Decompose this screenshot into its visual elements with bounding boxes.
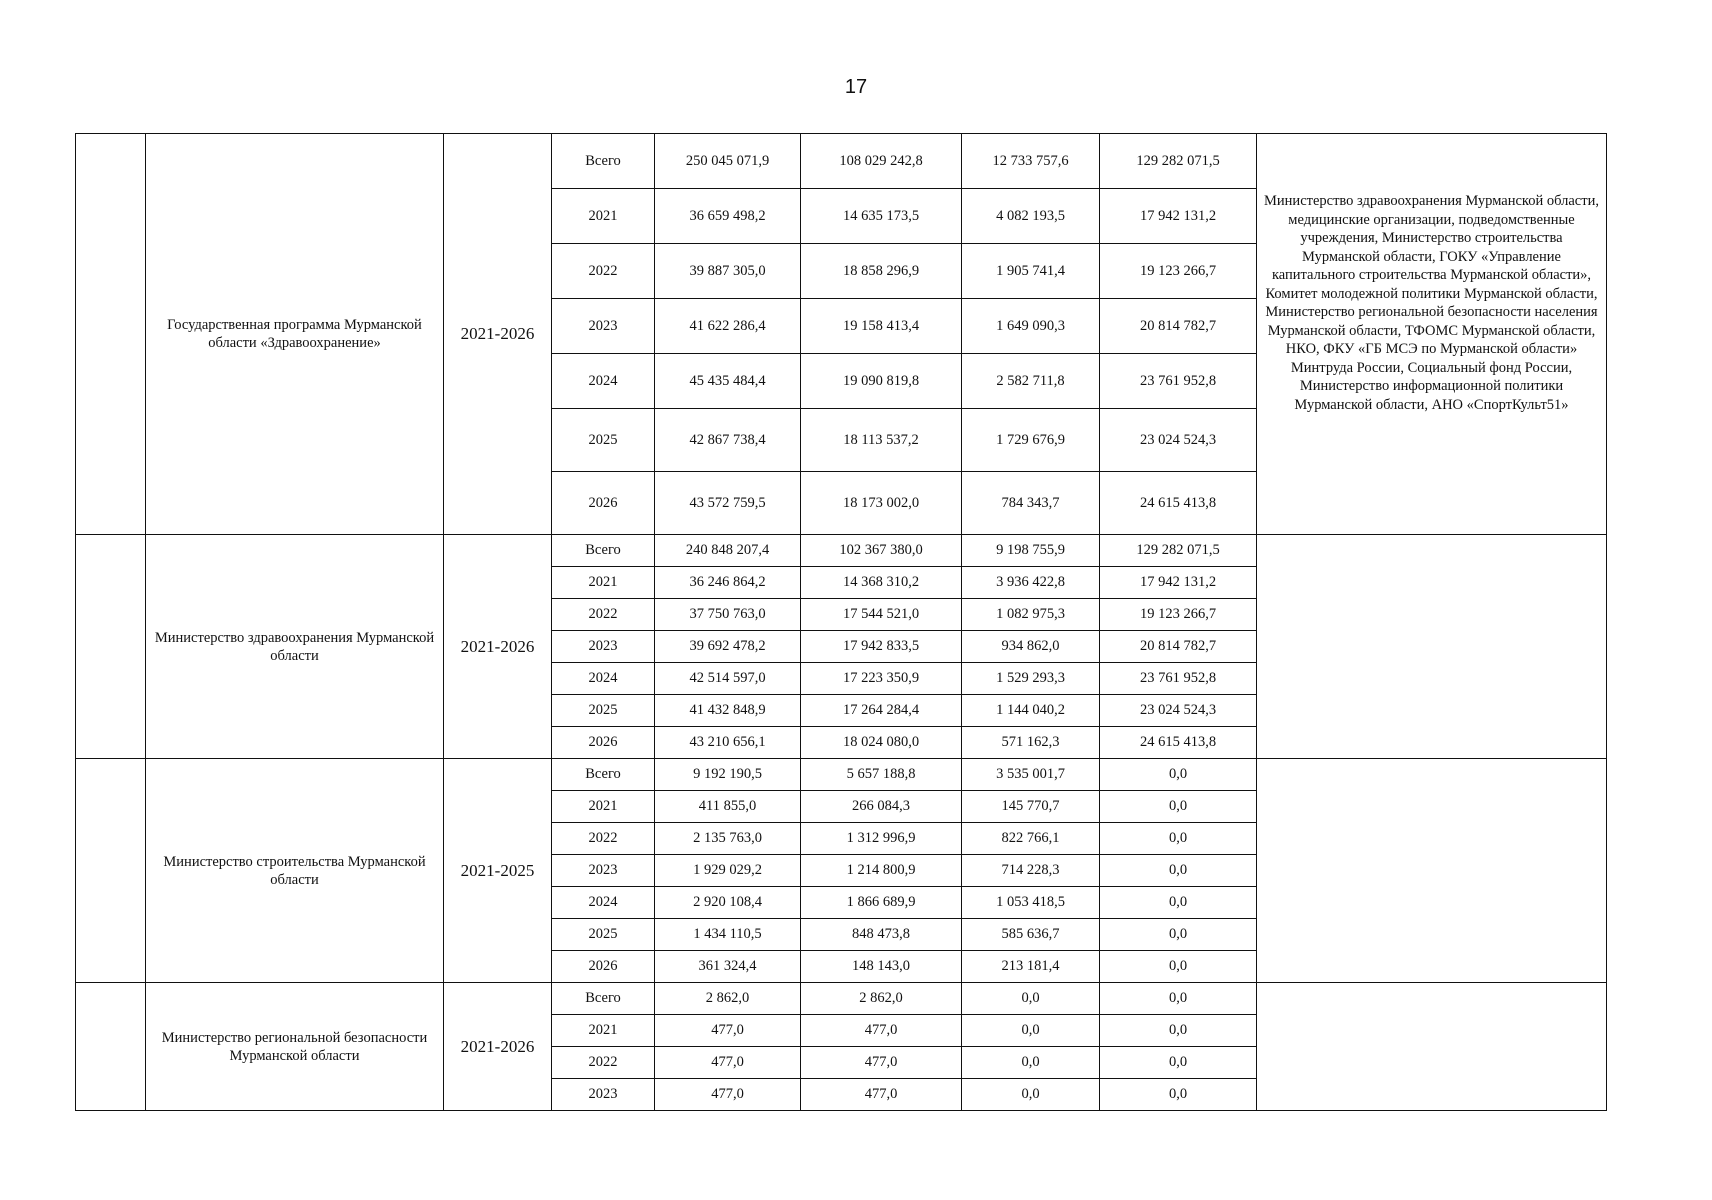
year-cell: 2023 [552,631,655,663]
regional-amount-cell: 934 862,0 [962,631,1100,663]
federal-amount-cell: 14 635 173,5 [801,189,962,244]
federal-amount-cell: 477,0 [801,1015,962,1047]
regional-amount-cell: 585 636,7 [962,919,1100,951]
table-row [76,983,1607,1015]
federal-amount-cell: 19 090 819,8 [801,354,962,409]
row-number-cell [76,535,146,759]
table-row [76,134,1607,189]
total-amount-cell: 36 659 498,2 [655,189,801,244]
year-cell: 2022 [552,599,655,631]
regional-amount-cell: 822 766,1 [962,823,1100,855]
other-amount-cell: 0,0 [1100,887,1257,919]
year-cell: 2022 [552,1047,655,1079]
period-cell: 2021-2026 [444,134,552,535]
federal-amount-cell: 18 858 296,9 [801,244,962,299]
other-amount-cell: 19 123 266,7 [1100,599,1257,631]
total-amount-cell: 41 432 848,9 [655,695,801,727]
federal-amount-cell: 108 029 242,8 [801,134,962,189]
total-amount-cell: 2 920 108,4 [655,887,801,919]
program-name-cell: Министерство строительства Мурманской области [146,759,444,983]
total-amount-cell: 477,0 [655,1079,801,1111]
other-amount-cell: 23 024 524,3 [1100,695,1257,727]
regional-amount-cell: 3 535 001,7 [962,759,1100,791]
year-cell: 2026 [552,472,655,535]
other-amount-cell: 0,0 [1100,951,1257,983]
federal-amount-cell: 1 312 996,9 [801,823,962,855]
total-amount-cell: 411 855,0 [655,791,801,823]
federal-amount-cell: 2 862,0 [801,983,962,1015]
total-amount-cell: 36 246 864,2 [655,567,801,599]
total-amount-cell: 477,0 [655,1047,801,1079]
year-cell: 2026 [552,951,655,983]
executors-cell [1257,535,1607,759]
period-cell: 2021-2026 [444,535,552,759]
year-cell: 2023 [552,855,655,887]
year-cell: Всего [552,759,655,791]
federal-amount-cell: 19 158 413,4 [801,299,962,354]
total-amount-cell: 43 572 759,5 [655,472,801,535]
total-amount-cell: 42 514 597,0 [655,663,801,695]
executors-cell [1257,759,1607,983]
row-number-cell [76,983,146,1111]
table-row [76,535,1607,567]
federal-amount-cell: 17 264 284,4 [801,695,962,727]
row-number-cell [76,134,146,535]
other-amount-cell: 23 761 952,8 [1100,354,1257,409]
other-amount-cell: 129 282 071,5 [1100,134,1257,189]
regional-amount-cell: 4 082 193,5 [962,189,1100,244]
total-amount-cell: 477,0 [655,1015,801,1047]
other-amount-cell: 24 615 413,8 [1100,727,1257,759]
total-amount-cell: 250 045 071,9 [655,134,801,189]
year-cell: 2021 [552,791,655,823]
total-amount-cell: 9 192 190,5 [655,759,801,791]
total-amount-cell: 361 324,4 [655,951,801,983]
period-cell: 2021-2025 [444,759,552,983]
federal-amount-cell: 14 368 310,2 [801,567,962,599]
year-cell: 2022 [552,244,655,299]
federal-amount-cell: 477,0 [801,1079,962,1111]
year-cell: 2025 [552,695,655,727]
total-amount-cell: 43 210 656,1 [655,727,801,759]
year-cell: Всего [552,983,655,1015]
year-cell: Всего [552,134,655,189]
regional-amount-cell: 0,0 [962,1015,1100,1047]
federal-amount-cell: 1 214 800,9 [801,855,962,887]
total-amount-cell: 1 434 110,5 [655,919,801,951]
regional-amount-cell: 1 529 293,3 [962,663,1100,695]
year-cell: 2022 [552,823,655,855]
total-amount-cell: 1 929 029,2 [655,855,801,887]
total-amount-cell: 41 622 286,4 [655,299,801,354]
year-cell: 2023 [552,299,655,354]
other-amount-cell: 0,0 [1100,983,1257,1015]
other-amount-cell: 20 814 782,7 [1100,299,1257,354]
total-amount-cell: 39 692 478,2 [655,631,801,663]
other-amount-cell: 23 024 524,3 [1100,409,1257,472]
regional-amount-cell: 0,0 [962,1079,1100,1111]
federal-amount-cell: 477,0 [801,1047,962,1079]
year-cell: 2021 [552,567,655,599]
total-amount-cell: 45 435 484,4 [655,354,801,409]
total-amount-cell: 2 135 763,0 [655,823,801,855]
other-amount-cell: 17 942 131,2 [1100,567,1257,599]
other-amount-cell: 0,0 [1100,823,1257,855]
regional-amount-cell: 784 343,7 [962,472,1100,535]
year-cell: 2021 [552,189,655,244]
other-amount-cell: 0,0 [1100,1015,1257,1047]
federal-amount-cell: 17 223 350,9 [801,663,962,695]
other-amount-cell: 23 761 952,8 [1100,663,1257,695]
other-amount-cell: 0,0 [1100,1047,1257,1079]
year-cell: 2023 [552,1079,655,1111]
regional-amount-cell: 714 228,3 [962,855,1100,887]
other-amount-cell: 17 942 131,2 [1100,189,1257,244]
federal-amount-cell: 266 084,3 [801,791,962,823]
program-name-cell: Министерство региональной безопасности Мурманской области [146,983,444,1111]
year-cell: 2026 [552,727,655,759]
program-name-cell: Государственная программа Мурманской области «Здравоохранение» [146,134,444,535]
federal-amount-cell: 1 866 689,9 [801,887,962,919]
other-amount-cell: 20 814 782,7 [1100,631,1257,663]
budget-table [75,133,1607,1111]
federal-amount-cell: 848 473,8 [801,919,962,951]
federal-amount-cell: 17 544 521,0 [801,599,962,631]
regional-amount-cell: 213 181,4 [962,951,1100,983]
total-amount-cell: 39 887 305,0 [655,244,801,299]
year-cell: 2024 [552,663,655,695]
federal-amount-cell: 18 024 080,0 [801,727,962,759]
regional-amount-cell: 1 053 418,5 [962,887,1100,919]
other-amount-cell: 0,0 [1100,759,1257,791]
regional-amount-cell: 2 582 711,8 [962,354,1100,409]
other-amount-cell: 0,0 [1100,791,1257,823]
executors-cell: Министерство здравоохранения Мурманской области, медицинские организации, подведомственные учреждения, Министерство строительства Мурманской области, ГОКУ «Управление капитального строительства Мурманской области», Комитет молодежной политики Мурманской области, Министерство региональной безопасности населения Мурманской области, ТФОМС Мурманской области, НКО, ФКУ «ГБ МСЭ по Мурманской области» Минтруда России, Социальный фонд России, Министерство информационной политики Мурманской области, АНО «СпортКульт51» [1257,134,1607,535]
regional-amount-cell: 571 162,3 [962,727,1100,759]
program-name-cell: Министерство здравоохранения Мурманской области [146,535,444,759]
federal-amount-cell: 5 657 188,8 [801,759,962,791]
other-amount-cell: 19 123 266,7 [1100,244,1257,299]
other-amount-cell: 129 282 071,5 [1100,535,1257,567]
federal-amount-cell: 18 113 537,2 [801,409,962,472]
year-cell: 2024 [552,354,655,409]
year-cell: 2024 [552,887,655,919]
other-amount-cell: 0,0 [1100,855,1257,887]
regional-amount-cell: 1 649 090,3 [962,299,1100,354]
year-cell: 2025 [552,409,655,472]
regional-amount-cell: 9 198 755,9 [962,535,1100,567]
federal-amount-cell: 18 173 002,0 [801,472,962,535]
regional-amount-cell: 1 729 676,9 [962,409,1100,472]
total-amount-cell: 2 862,0 [655,983,801,1015]
year-cell: Всего [552,535,655,567]
regional-amount-cell: 1 905 741,4 [962,244,1100,299]
regional-amount-cell: 0,0 [962,1047,1100,1079]
regional-amount-cell: 3 936 422,8 [962,567,1100,599]
total-amount-cell: 37 750 763,0 [655,599,801,631]
other-amount-cell: 24 615 413,8 [1100,472,1257,535]
year-cell: 2021 [552,1015,655,1047]
total-amount-cell: 42 867 738,4 [655,409,801,472]
period-cell: 2021-2026 [444,983,552,1111]
regional-amount-cell: 1 144 040,2 [962,695,1100,727]
regional-amount-cell: 12 733 757,6 [962,134,1100,189]
federal-amount-cell: 148 143,0 [801,951,962,983]
federal-amount-cell: 102 367 380,0 [801,535,962,567]
executors-cell [1257,983,1607,1111]
regional-amount-cell: 145 770,7 [962,791,1100,823]
other-amount-cell: 0,0 [1100,1079,1257,1111]
total-amount-cell: 240 848 207,4 [655,535,801,567]
other-amount-cell: 0,0 [1100,919,1257,951]
row-number-cell [76,759,146,983]
table-row [76,759,1607,791]
regional-amount-cell: 1 082 975,3 [962,599,1100,631]
year-cell: 2025 [552,919,655,951]
page-number: 17 [844,76,868,98]
federal-amount-cell: 17 942 833,5 [801,631,962,663]
regional-amount-cell: 0,0 [962,983,1100,1015]
